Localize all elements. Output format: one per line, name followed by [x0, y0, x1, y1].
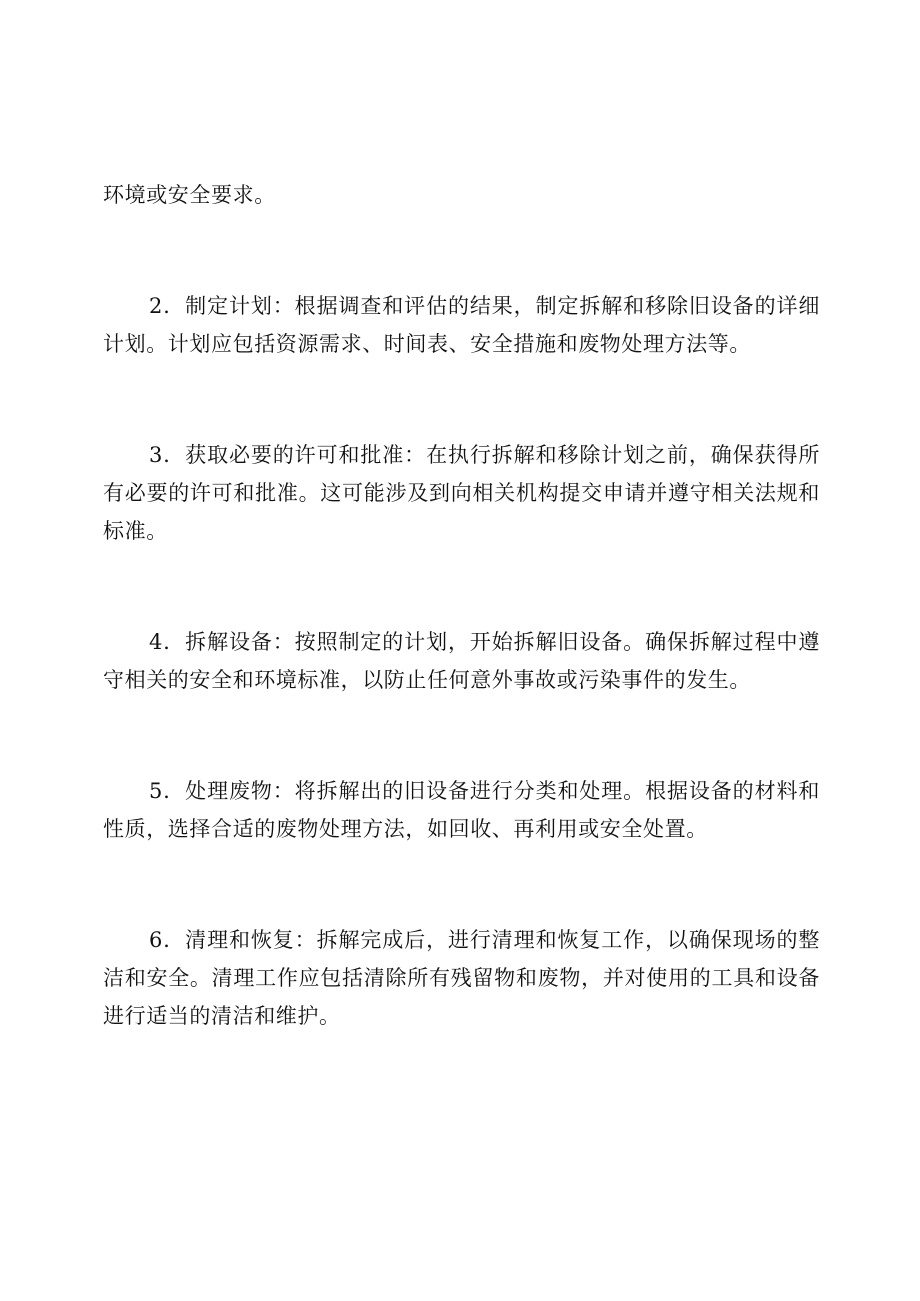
document-page [103, 176, 820, 1035]
paragraph-step-2: 2．制定计划：根据调查和评估的结果，制定拆解和移除旧设备的详细计划。计划应包括资源需求、时间表、安全措施和废物处理方法等。 [103, 294, 820, 356]
paragraph-step-6: 6．清理和恢复：拆解完成后，进行清理和恢复工作，以确保现场的整洁和安全。清理工作应包括清除所有残留物和废物，并对使用的工具和设备进行适当的清洁和维护。 [103, 928, 820, 1028]
paragraph-step-5: 5．处理废物：将拆解出的旧设备进行分类和处理。根据设备的材料和性质，选择合适的废物处理方法，如回收、再利用或安全处置。 [103, 779, 820, 841]
paragraph-continuation: 环境或安全要求。 [103, 183, 276, 207]
paragraph-step-4: 4．拆解设备：按照制定的计划，开始拆解旧设备。确保拆解过程中遵守相关的安全和环境标准，以防止任何意外事故或污染事件的发生。 [103, 630, 820, 692]
paragraph-step-3: 3．获取必要的许可和批准：在执行拆解和移除计划之前，确保获得所有必要的许可和批准。这可能涉及到向相关机构提交申请并遵守相关法规和标准。 [103, 443, 820, 543]
